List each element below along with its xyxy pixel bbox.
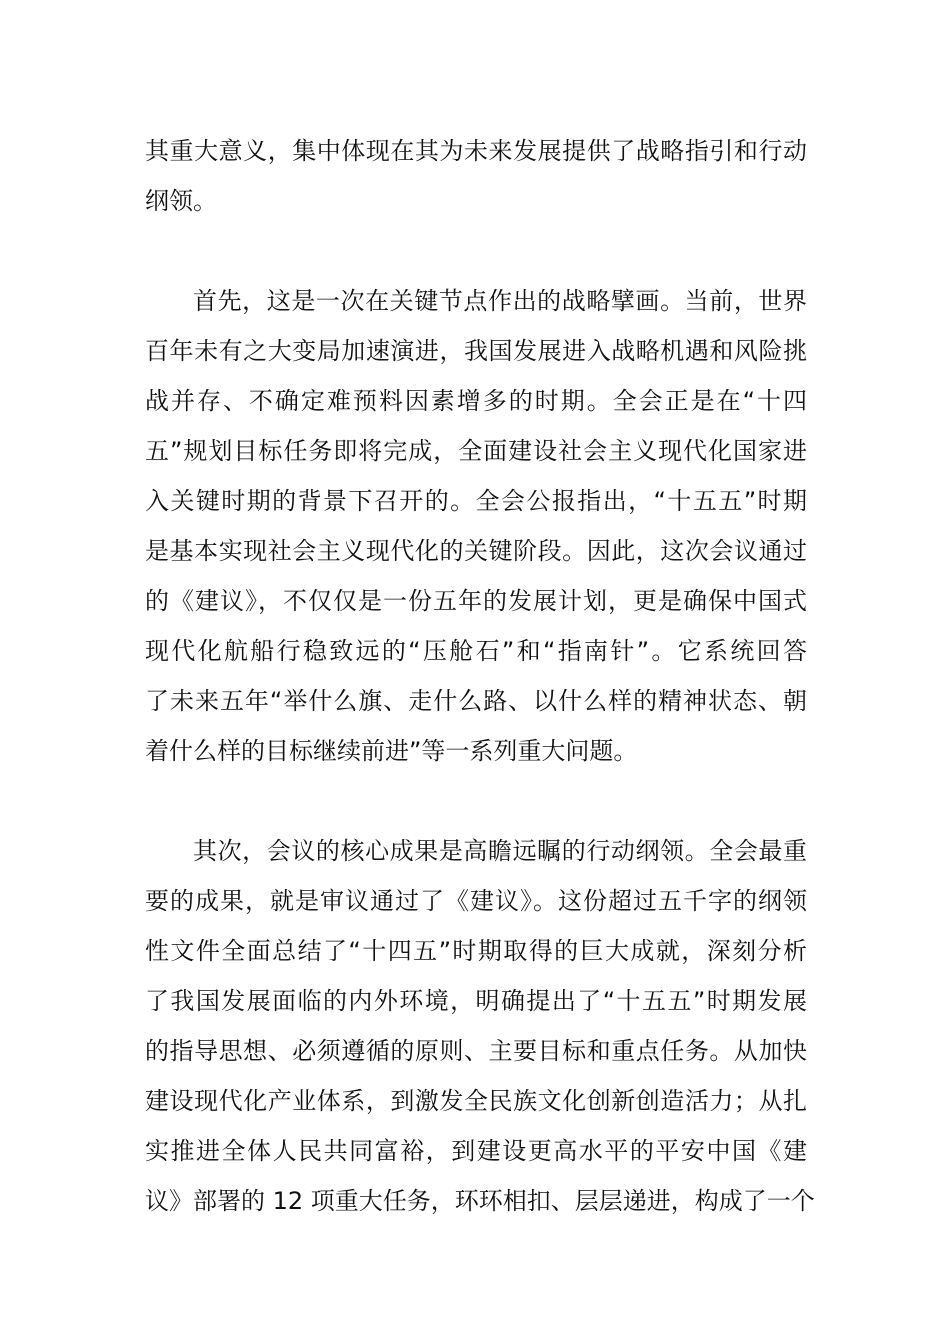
text-line: 了未来五年“举什么旗、走什么路、以什么样的精神状态、朝 [145,687,807,715]
text-line: 实推进全体人民共同富裕，到建设更高水平的平安中国《建 [145,1137,807,1165]
text-line: 建设现代化产业体系，到激发全民族文化创新创造活力；从扎 [145,1087,807,1115]
text-line: 的《建议》，不仅仅是一份五年的发展计划，更是确保中国式 [145,587,807,615]
text-line: 了我国发展面临的内外环境，明确提出了“十五五”时期发展 [145,987,807,1015]
text-line: 首先，这是一次在关键节点作出的战略擘画。当前，世界 [193,287,807,315]
text-line: 的指导思想、必须遵循的原则、主要目标和重点任务。从加快 [145,1037,807,1065]
text-line: 百年未有之大变局加速演进，我国发展进入战略机遇和风险挑 [145,337,807,365]
text-line: 其重大意义，集中体现在其为未来发展提供了战略指引和行动 [145,137,807,165]
text-line: 要的成果，就是审议通过了《建议》。这份超过五千字的纲领 [145,887,807,915]
text-line: 性文件全面总结了“十四五”时期取得的巨大成就，深刻分析 [145,937,807,965]
text-line: 其次，会议的核心成果是高瞻远瞩的行动纲领。全会最重 [193,837,807,865]
text-line: 是基本实现社会主义现代化的关键阶段。因此，这次会议通过 [145,537,807,565]
text-line: 纲领。 [145,187,217,215]
text-line: 议》部署的 12 项重大任务，环环相扣、层层递进，构成了一个 [145,1187,815,1215]
text-line: 入关键时期的背景下召开的。全会公报指出，“十五五”时期 [145,487,807,515]
text-line: 战并存、不确定难预料因素增多的时期。全会正是在“十四 [145,387,807,415]
text-line: 现代化航船行稳致远的“压舱石”和“指南针”。它系统回答 [145,637,807,665]
text-line: 五”规划目标任务即将完成，全面建设社会主义现代化国家进 [145,437,807,465]
text-line: 着什么样的目标继续前进”等一系列重大问题。 [145,737,638,765]
